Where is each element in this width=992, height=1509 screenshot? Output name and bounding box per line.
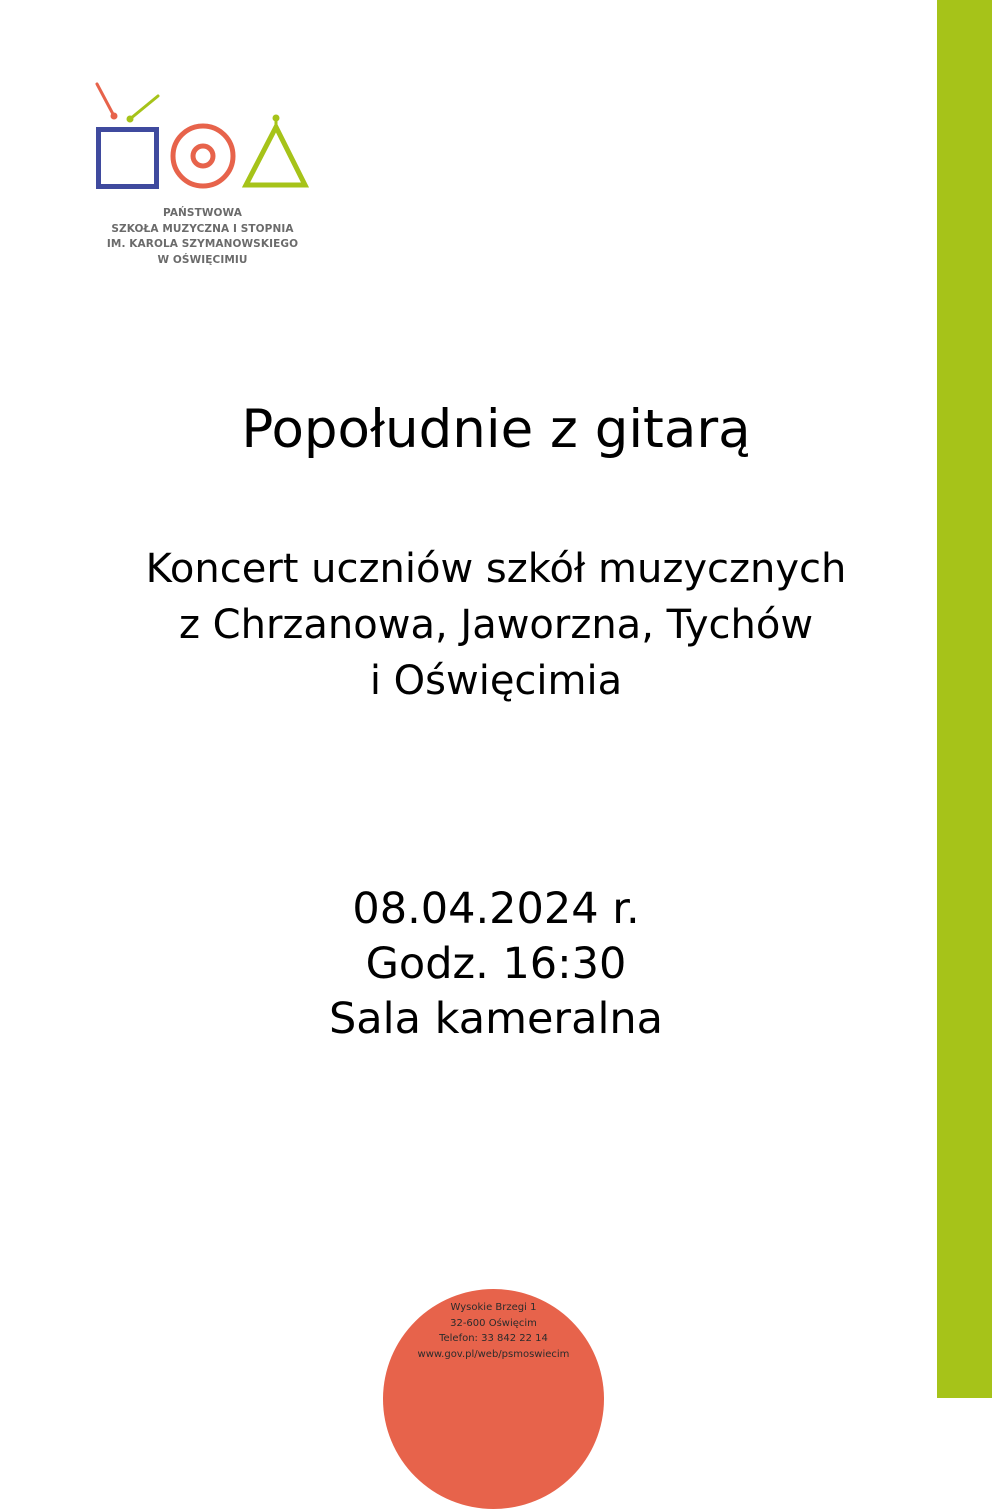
contact-info: [383, 1300, 604, 1362]
school-name: [90, 206, 315, 268]
event-date: 08.04.2024 r.: [352, 884, 640, 934]
subtitle-line: Koncert uczniów szkół muzycznych: [145, 546, 847, 592]
contact-street: Wysokie Brzegi 1: [450, 1302, 537, 1313]
contact-city: 32-600 Oświęcim: [450, 1317, 537, 1329]
school-name-line: SZKOŁA MUZYCZNA I STOPNIA: [111, 222, 294, 235]
poster-title: Popołudnie z gitarą: [241, 399, 751, 460]
event-details: [0, 882, 992, 1047]
circle-target-icon: [173, 126, 233, 186]
subtitle-line: i Oświęcimia: [369, 658, 623, 704]
event-time: Godz. 16:30: [365, 939, 627, 989]
school-logo: [90, 78, 315, 278]
contact-website: www.gov.pl/web/psmoswiecim: [417, 1348, 570, 1360]
subtitle-line: z Chrzanowa, Jaworzna, Tychów: [178, 602, 814, 648]
contact-phone: Telefon: 33 842 22 14: [439, 1333, 548, 1344]
poster-subtitle: [0, 541, 992, 709]
school-name-line: W OŚWIĘCIMIU: [157, 253, 248, 266]
square-tv-icon: [97, 84, 158, 187]
triangle-icon: [246, 115, 305, 186]
event-venue: Sala kameralna: [328, 994, 664, 1044]
school-name-line: IM. KAROLA SZYMANOWSKIEGO: [106, 238, 299, 250]
logo-shapes: [90, 78, 315, 203]
school-name-line: PAŃSTWOWA: [162, 207, 242, 219]
